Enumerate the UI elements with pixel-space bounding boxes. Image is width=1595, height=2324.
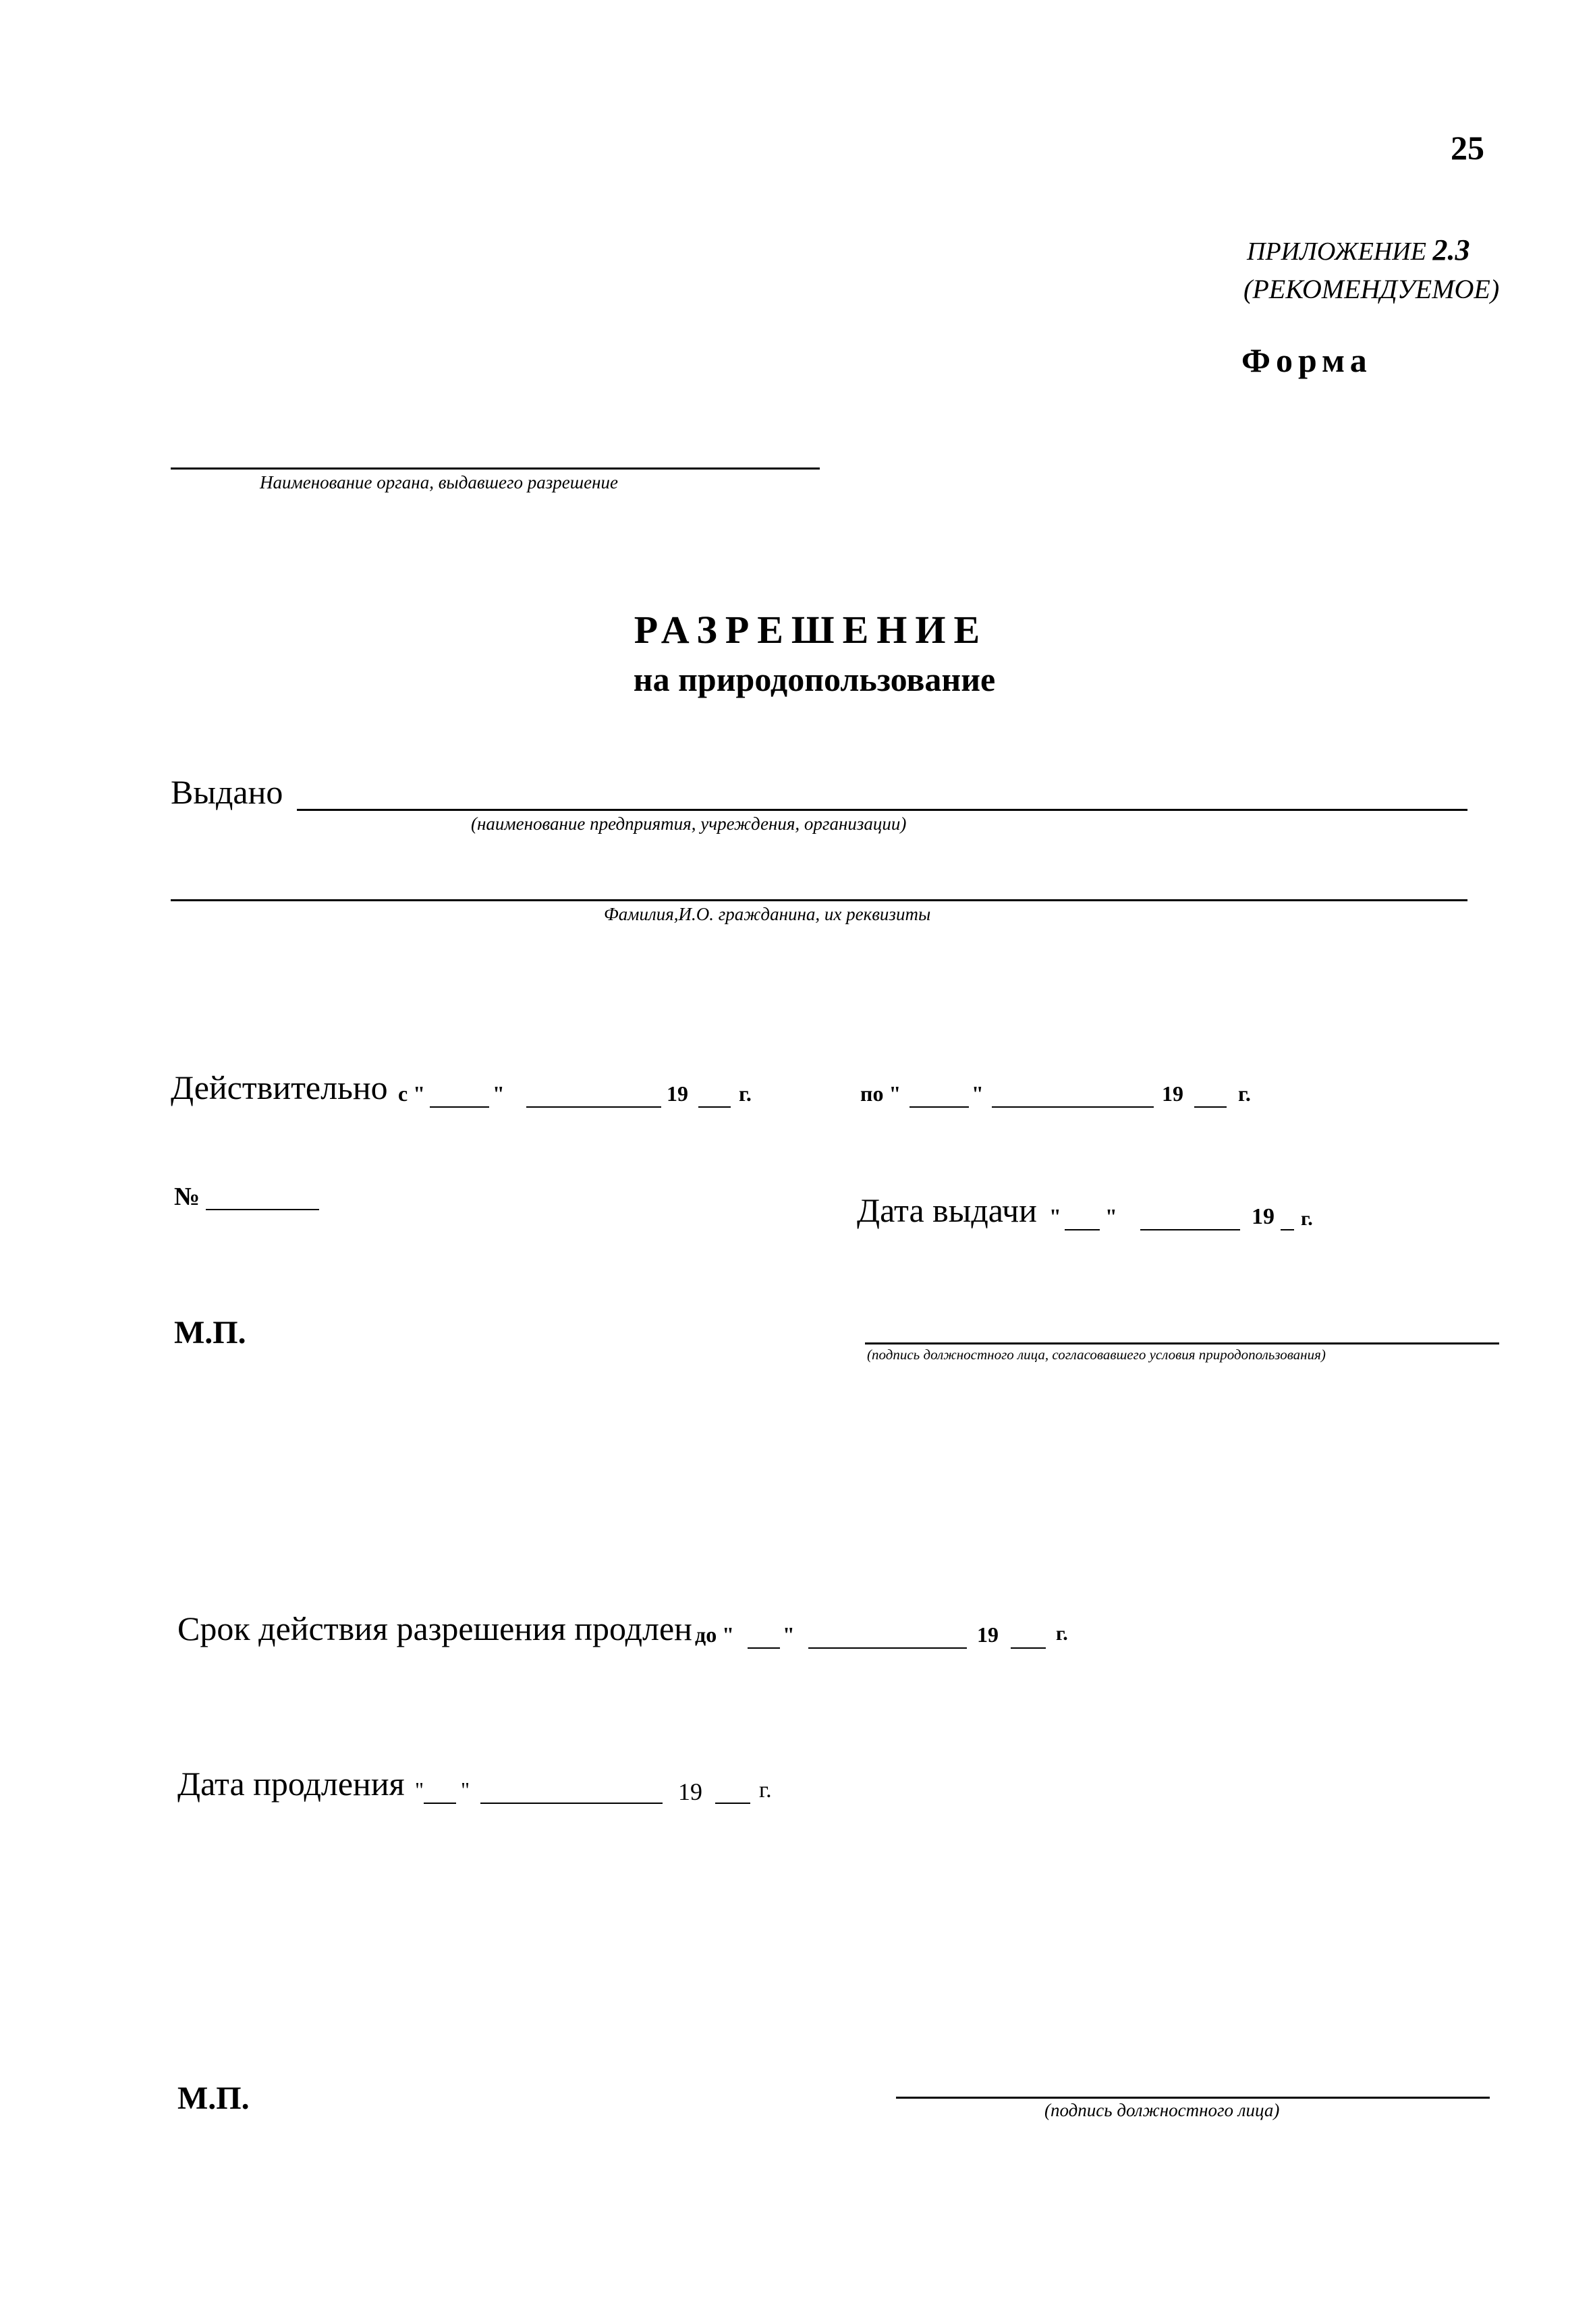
extension-suffix: г. xyxy=(1056,1622,1068,1645)
issue-date-close-quote: " xyxy=(1105,1204,1117,1228)
form-label: Форма xyxy=(1241,341,1372,379)
issued-person-line[interactable] xyxy=(171,899,1467,901)
validity-to-prefix: по " xyxy=(860,1081,901,1106)
issued-org-caption: (наименование предприятия, учреждения, организации) xyxy=(471,814,907,834)
validity-label: Действительно xyxy=(171,1069,388,1106)
extension-date-close-quote: " xyxy=(461,1778,470,1802)
extension-close-quote: " xyxy=(783,1622,795,1647)
signature-line-2[interactable] xyxy=(896,2097,1490,2099)
validity-to-suffix: г. xyxy=(1238,1081,1251,1106)
page-number: 25 xyxy=(1451,129,1484,167)
signature-caption-2: (подпись должностного лица) xyxy=(1044,2100,1280,2120)
extension-date-suffix: г. xyxy=(759,1778,772,1803)
signature-line-1[interactable] xyxy=(865,1342,1499,1344)
stamp-label-1: М.П. xyxy=(174,1315,246,1351)
validity-from-day-field[interactable] xyxy=(430,1106,489,1108)
number-field[interactable] xyxy=(206,1209,319,1210)
issue-date-open-quote: " xyxy=(1049,1204,1061,1228)
extension-label: Срок действия разрешения продлен xyxy=(177,1610,692,1647)
issuing-body-caption: Наименование органа, выдавшего разрешение xyxy=(260,472,618,492)
extension-date-open-quote: " xyxy=(415,1778,424,1802)
validity-to-close-quote: " xyxy=(972,1081,984,1106)
stamp-label-2: М.П. xyxy=(177,2080,250,2116)
extension-year: 19 xyxy=(977,1622,999,1647)
issued-label: Выдано xyxy=(171,773,283,811)
appendix-label: ПРИЛОЖЕНИЕ xyxy=(1247,237,1426,266)
validity-from-year-field[interactable] xyxy=(698,1106,731,1108)
number-sign: № xyxy=(174,1183,200,1211)
extension-day-field[interactable] xyxy=(748,1647,780,1649)
issue-date-month-field[interactable] xyxy=(1140,1229,1240,1230)
issue-date-year-field[interactable] xyxy=(1281,1229,1294,1230)
extension-date-label: Дата продления xyxy=(177,1765,405,1803)
issued-person-caption: Фамилия,И.О. гражданина, их реквизиты xyxy=(604,904,931,924)
extension-date-year: 19 xyxy=(678,1778,702,1805)
validity-to-month-field[interactable] xyxy=(992,1106,1154,1108)
issue-date-day-field[interactable] xyxy=(1065,1229,1100,1230)
issued-org-line[interactable] xyxy=(297,809,1467,811)
appendix-note: (РЕКОМЕНДУЕМОЕ) xyxy=(1243,274,1500,304)
validity-from-close-quote: " xyxy=(493,1081,505,1106)
issue-date-year: 19 xyxy=(1252,1204,1275,1229)
validity-from-month-field[interactable] xyxy=(526,1106,661,1108)
appendix-heading xyxy=(1247,233,1470,267)
validity-from-year-prefix: 19 xyxy=(667,1081,688,1106)
issue-date-label: Дата выдачи xyxy=(857,1191,1037,1229)
extension-month-field[interactable] xyxy=(808,1647,967,1649)
document-title: РАЗРЕШЕНИЕ xyxy=(634,608,988,652)
appendix-number: 2.3 xyxy=(1432,233,1470,266)
extension-until: до " xyxy=(695,1622,734,1647)
extension-date-month-field[interactable] xyxy=(480,1803,663,1804)
issuing-body-line xyxy=(171,467,820,470)
validity-from-suffix: г. xyxy=(739,1081,752,1106)
validity-from-prefix: с " xyxy=(398,1081,425,1106)
issue-date-suffix: г. xyxy=(1301,1208,1313,1230)
signature-caption-1: (подпись должностного лица, согласовавшего условия природопользования) xyxy=(867,1347,1326,1363)
validity-to-day-field[interactable] xyxy=(910,1106,969,1108)
validity-to-year-prefix: 19 xyxy=(1162,1081,1183,1106)
extension-date-year-field[interactable] xyxy=(715,1803,750,1804)
validity-to-year-field[interactable] xyxy=(1194,1106,1227,1108)
extension-date-day-field[interactable] xyxy=(424,1803,456,1804)
document-subtitle: на природопользование xyxy=(633,660,996,698)
extension-year-field[interactable] xyxy=(1011,1647,1046,1649)
